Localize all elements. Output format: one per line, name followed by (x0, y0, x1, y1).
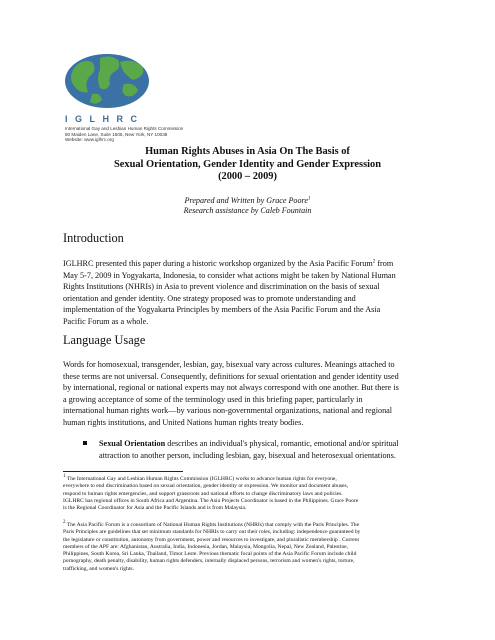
footnote-divider (63, 471, 183, 472)
globe-logo-icon (62, 48, 152, 112)
bullet-term: Sexual Orientation (99, 439, 166, 448)
byline: Prepared and Written by Grace Poore$^1$ Research assistance by Caleb Fountain (183, 196, 312, 215)
org-acronym: IGLHRC (65, 114, 145, 124)
org-line: Website: www.iglhrc.org (65, 137, 114, 143)
section-heading-introduction: Introduction (63, 231, 124, 245)
document-title: Human Rights Abuses in Asia On The Basis of Sexual Orientation, Gender Identity and Gender Expression (2000 – 2009) (113, 146, 381, 182)
org-line: 80 Maiden Lane, Suite 1505, New York, NY 10038 (65, 131, 168, 137)
language-paragraph: Words for homosexual, transgender, lesbian, gay, bisexual vary across cultures. Meanings attached to these terms are not universal. Consequently, definitions for sexual orientation and gender identity used by international, regional or national experts may not always correspond with one another. But there is a growing acceptance of some of the terminology used in this briefing paper, particularly in international human rights work—by various non-governmental organizations, national and regional human rights institutions, and United Nations human rights treaty bodies. (63, 360, 399, 427)
org-line: International Gay and Lesbian Human Rights Commission (65, 126, 184, 131)
org-address (65, 126, 183, 143)
intro-paragraph: IGLHRC presented this paper during a historic workshop organized by the Asia Pacific Forum$^2$ from May 5-7, 2009 in Yogyakarta, Indonesia, to consider what actions might be taken by National Human Rights Institutions (NHRIs) in Asia to prevent violence and discrimination on the basis of sexual orientation and gender identity. One strategy proposed was to promote understanding and implementation of the Yogyakarta Principles by members of the Asia Pacific Forum and the Asia Pacific Forum as a whole. (63, 259, 396, 326)
section-heading-language-usage: Language Usage (63, 333, 146, 347)
footnote-1: $^1$ The International Gay and Lesbian Human Rights Commission (IGLHRC) works to advance human rights for everyone, everywhere to end discrimination based on sexual orientation, gender identity or expression. We monitor and document abuses, respond to human rights emergencies, and support grassroots and national efforts to change discriminatory laws and policies. IGLHRC has regional offices in South Africa and Argentina. The Asia Projects Coordinator is based in the Philippines. Grace Poore is the Regional Coordinator for Asia and the Pacific Islands and is from Malaysia. (63, 474, 359, 511)
bullet-square-icon (83, 441, 87, 445)
footnote-2: $^2$ The Asia Pacific Forum is a consortium of National Human Rights Institutions (NHRIs) that comply with the Paris Principles. The Paris Principles are guidelines that set minimum standards for NHRIs to carry out their roles, including: independence guaranteed by the legislature or constitution, autonomy from government, power and resources to investigate, and pluralistic membership . Current members of the APF are: Afghanistan, Australia, India, Indonesia, Jordan, Malaysia, Mongolia, Nepal, New Zealand, Palestine, Philippines, South Korea, Sri Lanka, Thailand, Timor Leste. Previous thematic focal points of the Asia Pacific Forum include child pornography, death penalty, disability, human rights defenders, internally displaced persons, terrorism and women's rights, torture, trafficking, and women's rights. (63, 520, 361, 572)
